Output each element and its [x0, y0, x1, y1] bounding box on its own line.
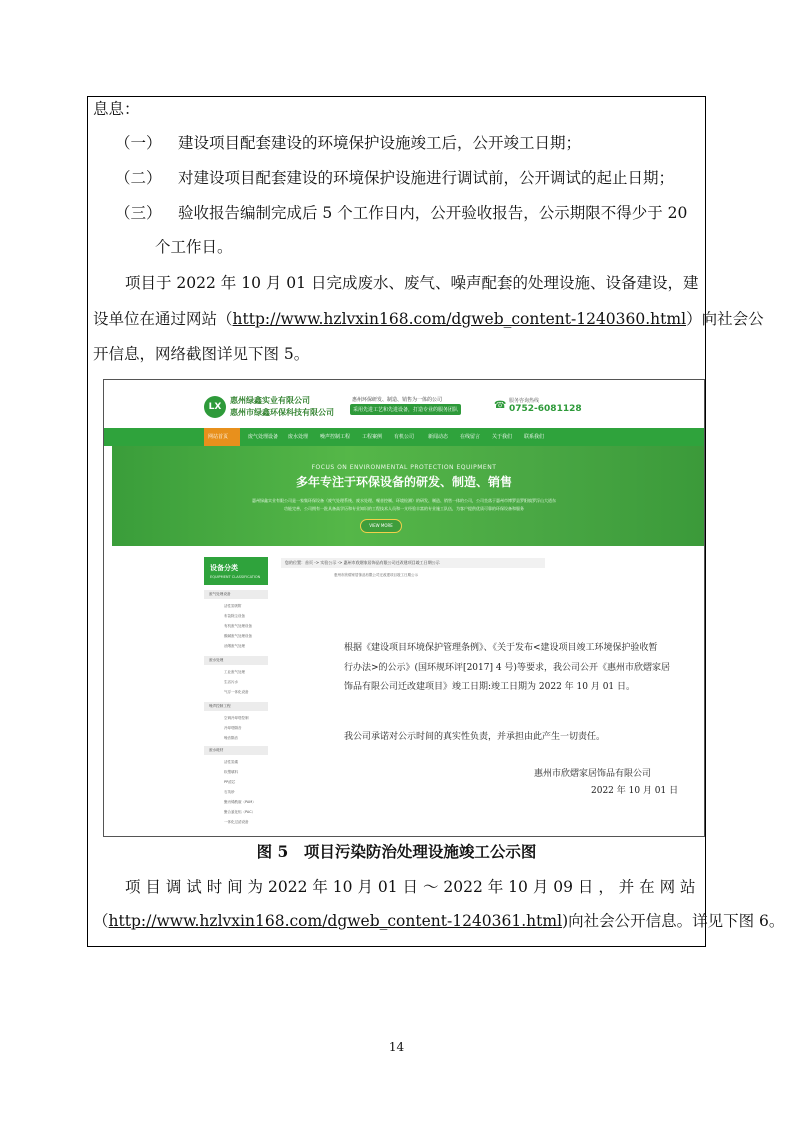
sidebar-item[interactable]: 油烟废气处理 [224, 644, 245, 648]
breadcrumb-text: 您的位置：首页 -> 实验公示 -> 惠州市欣熠家居饰品有限公司迁改建项目竣工日期公示 [285, 560, 440, 565]
sidebar-item[interactable]: 噪音隔音 [224, 736, 238, 740]
sidebar-item[interactable]: 布袋除尘设备 [224, 614, 245, 618]
slogan-badge: 采用先进工艺和先进设备，打造专业的服务团队 [350, 404, 461, 415]
paragraph-line: 项目于 2022 年 10 月 01 日完成废水、废气、噪声配套的处理设施、设备建设，建 [125, 274, 699, 292]
banner-subtitle: FOCUS ON ENVIRONMENTAL PROTECTION EQUIPMENT [311, 464, 497, 471]
nav-item[interactable]: 在线留言 [460, 434, 481, 440]
list-item: 对建设项目配套建设的环境保护设施进行调试前，公开调试的起止日期； [178, 169, 675, 187]
sidebar-category-label: 废气处理设备 [209, 592, 231, 596]
nav-item[interactable]: 噪声控制工程 [320, 434, 351, 440]
sidebar-item[interactable]: 气浮一体化设备 [224, 690, 249, 694]
sidebar-item[interactable]: 工业废气处理 [224, 670, 245, 674]
sidebar-category-label: 噪声控制工程 [209, 704, 231, 708]
sidebar-category[interactable] [204, 656, 268, 665]
sidebar-item[interactable]: 酸碱废气处理设备 [224, 634, 252, 638]
text-line: 息息： [93, 100, 140, 118]
text: )向社会公开信息。详见下图 6。 [562, 912, 785, 930]
slogan: 惠州环保研发、制造、销售为一体的公司 [352, 397, 443, 403]
website-link[interactable]: http://www.hzlvxin168.com/dgweb_content-1240360.html [232, 310, 687, 328]
website-screenshot [103, 379, 705, 837]
notice-text: 根据《建设项目环境保护管理条例》、《关于发布<建设项目竣工环境保护验收暂 [344, 643, 658, 653]
text: （ [93, 912, 109, 930]
nav-item[interactable]: 网站首页 [208, 434, 229, 440]
nav-item[interactable]: 有机公司 [394, 434, 415, 440]
sidebar-category[interactable] [204, 590, 268, 599]
sidebar-category-label: 废水耗材 [209, 748, 224, 752]
sidebar-item[interactable]: 空调冷却塔控制 [224, 716, 249, 720]
sidebar-subtitle: EQUIPMENT CLASSIFICATION [210, 575, 261, 579]
sidebar-item[interactable]: PP滤芯 [224, 780, 236, 784]
sidebar-item[interactable]: 活性炭吸附 [224, 604, 242, 608]
nav-item[interactable]: 废气处理设备 [248, 434, 279, 440]
sidebar-item[interactable]: 石英砂 [224, 790, 235, 794]
nav-item[interactable]: 关于我们 [492, 434, 513, 440]
notice-text: 行办法>的公示》(国环规环评[2017] 4 号)等要求，我公司公开《惠州市欣熠家居 [344, 663, 670, 673]
sidebar-category-label: 废水处理 [209, 658, 224, 662]
company-name: 惠州绿鑫实业有限公司 [230, 396, 310, 405]
list-item: 建设项目配套建设的环境保护设施竣工后，公开竣工日期； [178, 134, 582, 152]
text: ）向社会公 [686, 310, 764, 328]
sidebar-title: 设备分类 [210, 564, 238, 572]
sidebar-item[interactable]: 一体化过滤设备 [224, 820, 249, 824]
notice-text: 我公司承诺对公示时间的真实性负责，并承担由此产生一切责任。 [344, 732, 606, 742]
paragraph-line: 开信息，网络截图详见下图 5。 [93, 345, 310, 363]
list-number: （一） [115, 134, 162, 152]
list-item: 验收报告编制完成后 5 个工作日内，公开验收报告，公示期限不得少于 20 [178, 204, 688, 222]
list-item-continued: 个工作日。 [155, 238, 233, 256]
phone-label: 服务咨询热线 [509, 398, 540, 404]
sidebar-item[interactable]: 聚合氯化铝（PAC） [224, 810, 256, 814]
paragraph-line [93, 911, 784, 931]
list-number: （二） [115, 169, 162, 187]
banner-title: 多年专注于环保设备的研发、制造、销售 [295, 475, 512, 489]
banner-desc: 惠州绿鑫实业有限公司是一家集环保设备（废气处理系统、废水处理、噪音控制、环境检测）的研发、制造、销售一体的公司，公司坐落于惠州市博罗县罗阳镇罗浮山大道东 [252, 498, 556, 503]
sidebar-item[interactable]: 有机废气处理设备 [224, 624, 252, 628]
paragraph-line: 项 目 调 试 时 间 为 2022 年 10 月 01 日 ～ 2022 年 10 月 09 日 ， 并 在 网 站 [125, 878, 696, 896]
phone-icon: ☎ [494, 400, 507, 411]
figure-caption: 图 5 项目污染防治处理设施竣工公示图 [256, 842, 537, 861]
banner [112, 446, 704, 546]
sidebar-item[interactable]: 冷却塔隔音 [224, 726, 242, 730]
text: 设单位在通过网站（ [93, 310, 233, 328]
sign-date: 2022 年 10 月 01 日 [591, 786, 679, 796]
list-number: （三） [115, 204, 162, 222]
sidebar-item[interactable]: 聚丙烯酰胺（PAM） [224, 800, 256, 804]
sidebar-item[interactable]: 活性炭碳 [224, 760, 238, 764]
notice-text: 饰品有限公司迁改建项目》竣工日期:竣工日期为 2022 年 10 月 01 日。 [344, 682, 636, 692]
paragraph-line [93, 309, 764, 329]
company-name: 惠州市绿鑫环保科技有限公司 [230, 408, 334, 417]
sidebar-category[interactable] [204, 702, 268, 711]
view-more-button[interactable]: VIEW MORE [360, 519, 402, 533]
sign-company: 惠州市欣熠家居饰品有限公司 [534, 769, 652, 779]
nav-item[interactable]: 废水处理 [288, 434, 309, 440]
website-link[interactable]: http://www.hzlvxin168.com/dgweb_content-1240361.html [108, 912, 563, 930]
sidebar-item[interactable]: 软塑填料 [224, 770, 238, 774]
sidebar-item[interactable]: 生活污水 [224, 680, 238, 684]
breadcrumb [281, 558, 545, 568]
nav-item[interactable]: 工程案例 [362, 434, 383, 440]
sidebar-category[interactable] [204, 746, 268, 755]
nav-item[interactable]: 联系我们 [524, 434, 545, 440]
nav-item[interactable]: 新闻动态 [428, 434, 449, 440]
page-number: 14 [388, 1040, 405, 1054]
article-title: 惠州市欣熠家居饰品有限公司迁改建项目竣工日期公示 [334, 573, 418, 577]
banner-desc: 功能完善，公司拥有一批具备高学历和专业知识的工程技术人员和一支经验丰富的专业施工队伍，为客户提供优质可靠的环保设备和服务 [284, 506, 524, 511]
logo: LX [204, 396, 226, 418]
site-header [104, 380, 704, 428]
phone-number: 0752-6081128 [509, 404, 582, 414]
